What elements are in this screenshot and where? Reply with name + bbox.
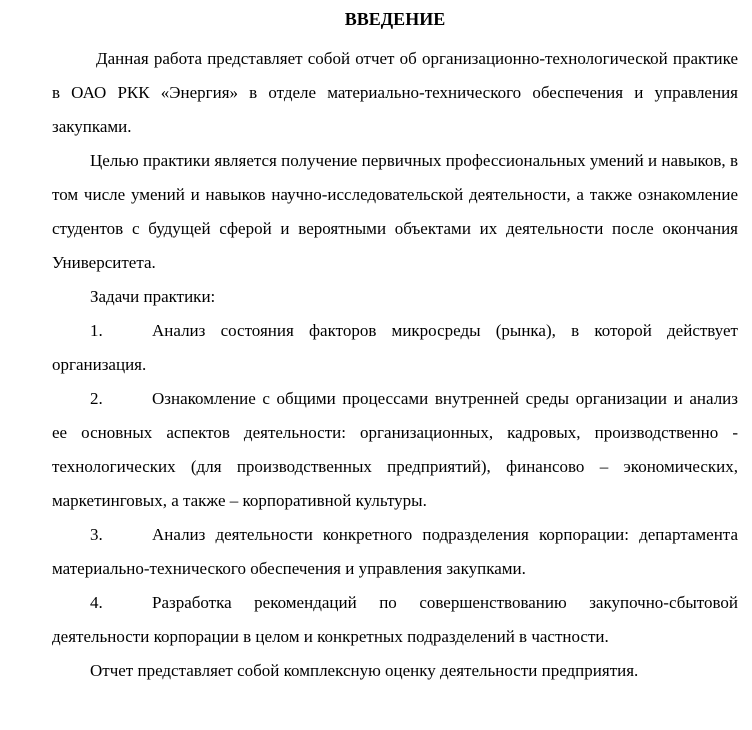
task-text: Анализ состояния факторов микросреды (рынка), в которой действует организация. xyxy=(52,321,738,374)
task-item xyxy=(52,586,738,654)
task-number: 3. xyxy=(90,525,103,544)
task-item xyxy=(52,382,738,518)
page-title: ВВЕДЕНИЕ xyxy=(344,9,446,29)
task-text: Анализ деятельности конкретного подразделения корпорации: департамента материально-технического обеспечения и управления закупками. xyxy=(52,525,738,578)
task-number: 1. xyxy=(90,321,103,340)
task-item xyxy=(52,314,738,382)
task-text: Ознакомление с общими процессами внутренней среды организации и анализ ее основных аспектов деятельности: организационных, кадровых, производственно - технологических (для производственных предприятий), финансово – экономических, маркетинговых, а также – корпоративной культуры. xyxy=(52,389,738,510)
task-number: 2. xyxy=(90,389,103,408)
tasks-label: Задачи практики: xyxy=(90,287,216,306)
conclusion-paragraph: Отчет представляет собой комплексную оценку деятельности предприятия. xyxy=(90,661,639,680)
task-number: 4. xyxy=(90,593,103,612)
goal-paragraph: Целью практики является получение первичных профессиональных умений и навыков, в том числе умений и навыков научно-исследовательской деятельности, а также ознакомление студентов с будущей сферой и вероятными объектами их деятельности после окончания Университета. xyxy=(52,151,738,272)
intro-paragraph: Данная работа представляет собой отчет об организационно-технологической практике в ОАО РКК «Энергия» в отделе материально-технического обеспечения и управления закупками. xyxy=(52,49,738,136)
task-text: Разработка рекомендаций по совершенствованию закупочно-сбытовой деятельности корпорации в целом и конкретных подразделений в частности. xyxy=(52,593,738,646)
task-item xyxy=(52,518,738,586)
